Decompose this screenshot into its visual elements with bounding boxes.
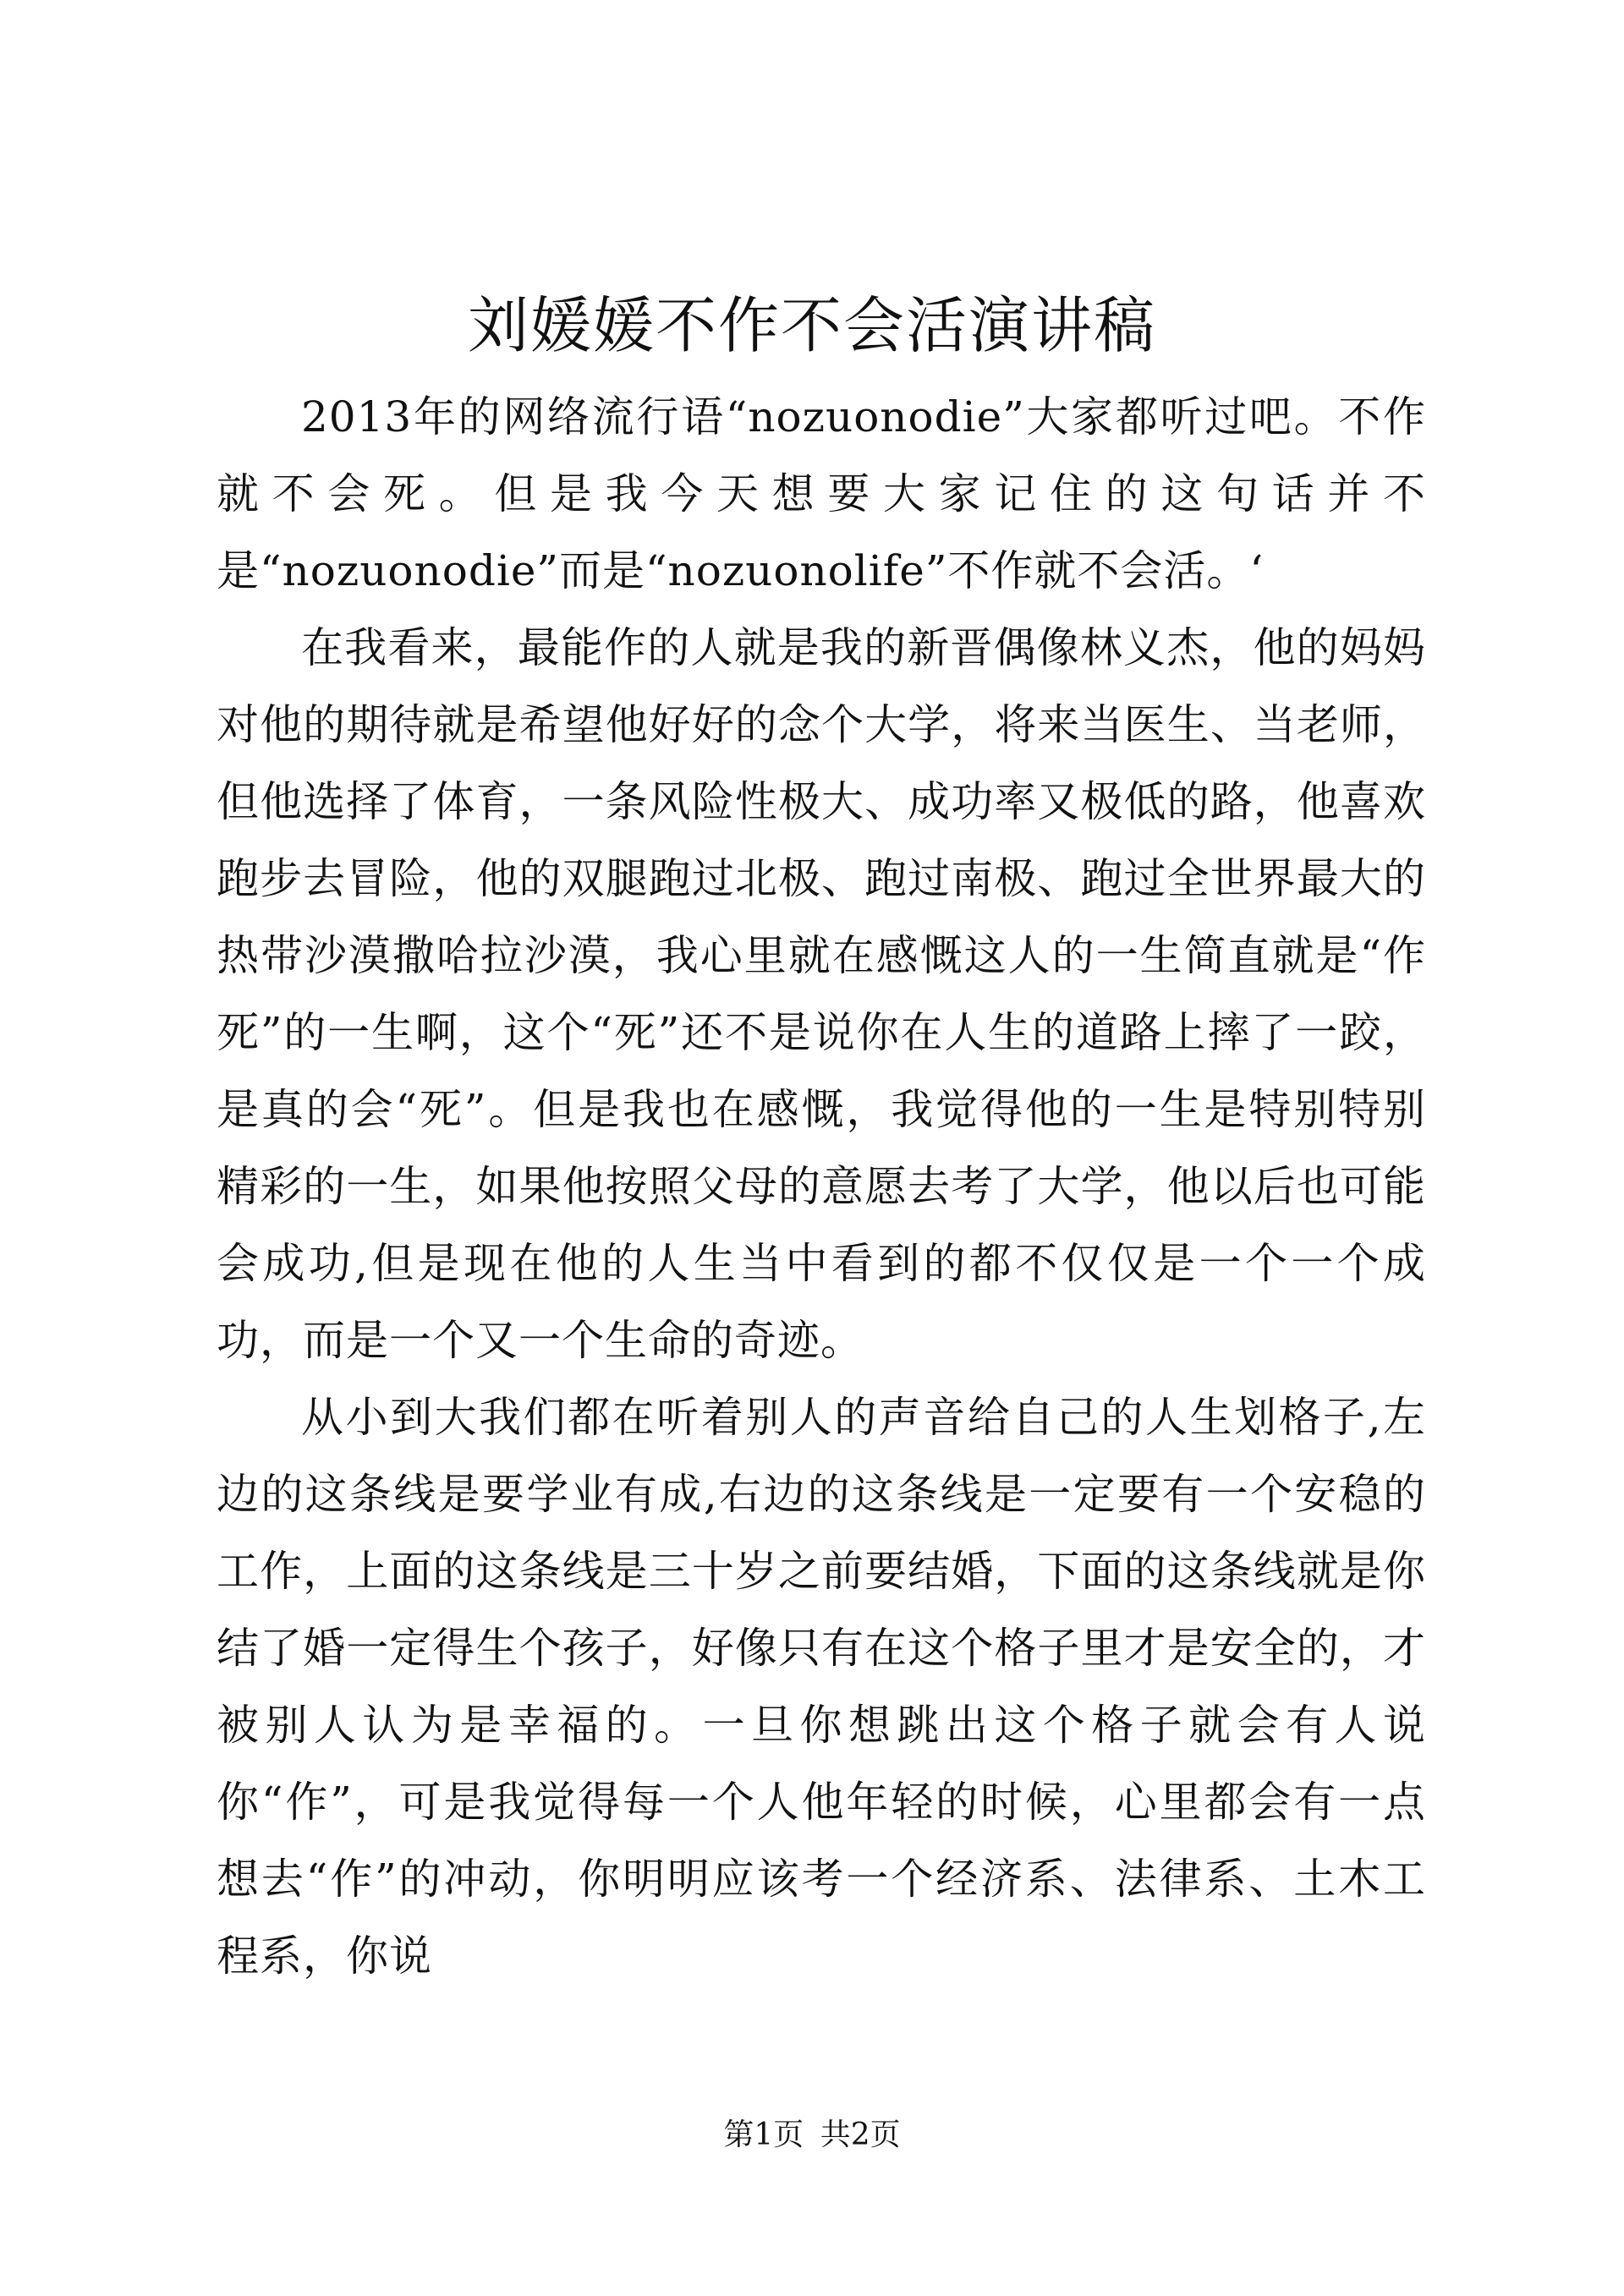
page-total: 共2页: [820, 2118, 901, 2152]
page-footer: [0, 2114, 1624, 2156]
page-number: 第1页: [723, 2118, 804, 2152]
paragraph-3: 从小到大我们都在听着别人的声音给自己的人生划格子,左边的这条线是要学业有成,右边的这条线是一定要有一个安稳的工作，上面的这条线是三十岁之前要结婚，下面的这条线就是你结了婚一定得生个孩子，好像只有在这个格子里才是安全的，才被别人认为是幸福的。一旦你想跳出这个格子就会有人说你“作”，可是我觉得每一个人他年轻的时候，心里都会有一点想去“作”的冲动，你明明应该考一个经济系、法律系、土木工程系，你说: [217, 1393, 1426, 1981]
document-title: 刘媛媛不作不会活演讲稿: [467, 290, 1156, 361]
paragraph-2: 在我看来，最能作的人就是我的新晋偶像林义杰，他的妈妈对他的期待就是希望他好好的念个大学，将来当医生、当老师，但他选择了体育，一条风险性极大、成功率又极低的路，他喜欢跑步去冒险，他的双腿跑过北极、跑过南极、跑过全世界最大的热带沙漠撒哈拉沙漠，我心里就在感慨这人的一生简直就是“作死”的一生啊，这个“死”还不是说你在人生的道路上摔了一跤，是真的会“死”。但是我也在感慨，我觉得他的一生是特别特别精彩的一生，如果他按照父母的意愿去考了大学，他以后也可能会成功,但是现在他的人生当中看到的都不仅仅是一个一个成功，而是一个又一个生命的奇迹。: [217, 623, 1426, 1365]
document-body: [217, 379, 1426, 1995]
paragraph-1: 2013年的网络流行语“nozuonodie”大家都听过吧。不作就不会死。但是我今天想要大家记住的这句话并不是“nozuonodie”而是“nozuonolife”不作就不会活。‘: [217, 392, 1426, 595]
